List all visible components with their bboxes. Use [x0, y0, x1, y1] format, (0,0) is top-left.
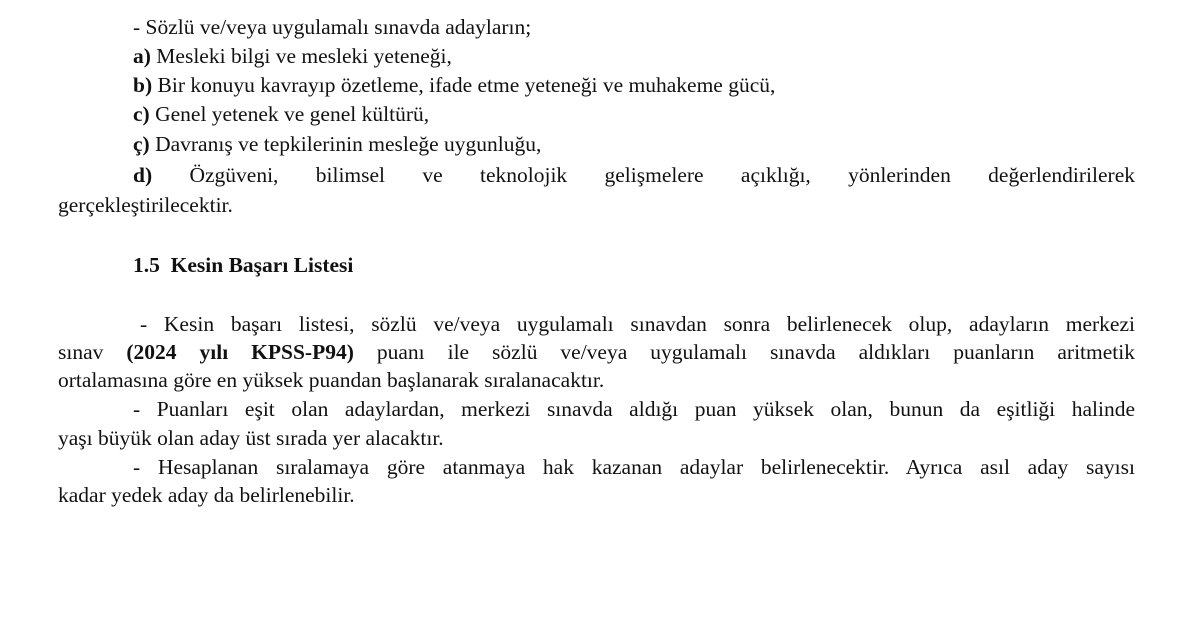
p1-line3: ortalamasına göre en yüksek puandan başlanarak sıralanacaktır. [58, 368, 605, 392]
item-label: d) [133, 163, 153, 187]
intro-lead: - Sözlü ve/veya uygulamalı sınavda adayların; [133, 15, 532, 39]
section-heading [133, 251, 353, 279]
item-label: b) [133, 73, 153, 97]
intro-item-c [133, 100, 429, 128]
intro-item-cc [133, 130, 541, 158]
intro-tail: gerçekleştirilecektir. [58, 193, 233, 217]
intro-item-b [133, 71, 775, 99]
item-text: Bir konuyu kavrayıp özetleme, ifade etme yeteneği ve muhakeme gücü, [152, 73, 776, 97]
p2-line1: - Puanları eşit olan adaylardan, merkezi sınavda aldığı puan yüksek olan, bunun da eşitliği halinde [133, 397, 1135, 421]
p2-line2: yaşı büyük olan aday üst sırada yer alacaktır. [58, 426, 444, 450]
intro-item-a [133, 42, 452, 70]
p1-line2-post: puanı ile sözlü ve/veya uygulamalı sınavda aldıkları puanların aritmetik [353, 340, 1135, 364]
p1-line2-pre: sınav [58, 340, 127, 364]
item-text: Özgüveni, bilimsel ve teknolojik gelişmelere açıklığı, yönlerinden değerlendirilerek [152, 163, 1135, 187]
p1-line1: - Kesin başarı listesi, sözlü ve/veya uygulamalı sınavdan sonra belirlenecek olup, adayların merkezi [140, 312, 1135, 336]
item-label: ç) [133, 132, 150, 156]
section-number: 1.5 [133, 253, 160, 277]
p3-line1: - Hesaplanan sıralamaya göre atanmaya hak kazanan adaylar belirlenecektir. Ayrıca asıl aday sayısı [133, 455, 1135, 479]
item-text: Mesleki bilgi ve mesleki yeteneği, [150, 44, 452, 68]
exam-reference: (2024 yılı KPSS-P94) [126, 340, 354, 364]
section-title: Kesin Başarı Listesi [170, 253, 354, 277]
p1-line2 [58, 338, 1135, 366]
item-text: Genel yetenek ve genel kültürü, [149, 102, 430, 126]
p3-line2: kadar yedek aday da belirlenebilir. [58, 483, 355, 507]
item-label: c) [133, 102, 150, 126]
item-text: Davranış ve tepkilerinin mesleğe uygunluğu, [149, 132, 542, 156]
item-label: a) [133, 44, 151, 68]
intro-item-d [133, 161, 1135, 189]
